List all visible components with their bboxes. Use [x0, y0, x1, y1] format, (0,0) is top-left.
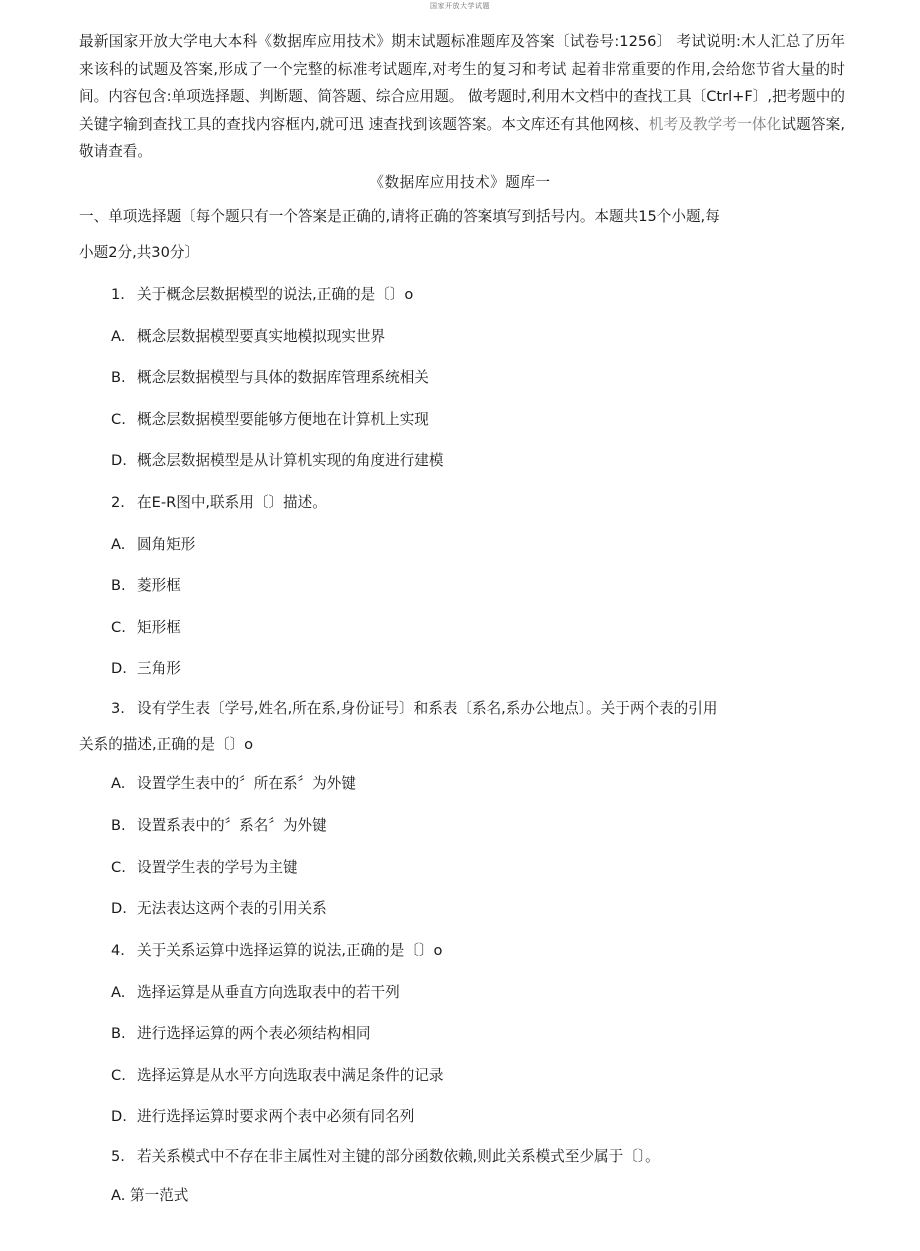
intro-text-part2: 机考及教学考一体化 — [648, 115, 782, 133]
option-key: A. — [111, 536, 126, 553]
page-header-note: 国家开放大学试题 — [430, 2, 490, 10]
question-number: 1. — [111, 286, 125, 303]
option-text: 第一范式 — [130, 1187, 189, 1204]
option-text: 进行选择运算的两个表必须结构相同 — [137, 1025, 371, 1042]
option-4d — [111, 1107, 414, 1127]
option-key: B. — [111, 577, 126, 594]
option-key: C. — [111, 859, 126, 876]
option-key: B. — [111, 369, 126, 386]
option-4a — [111, 983, 400, 1003]
option-text: 选择运算是从水平方向选取表中满足条件的记录 — [137, 1067, 444, 1084]
question-3 — [111, 699, 717, 719]
option-4c — [111, 1066, 443, 1086]
question-number: 4. — [111, 942, 125, 959]
option-key: B. — [111, 817, 126, 834]
option-1a — [111, 327, 385, 347]
option-1b — [111, 368, 429, 388]
option-key: C. — [111, 619, 126, 636]
section-title: 《数据库应用技术》题库一 — [369, 174, 551, 191]
question-5 — [111, 1147, 660, 1167]
option-text: 三角形 — [137, 660, 181, 677]
option-key: D. — [111, 660, 127, 677]
option-text: 圆角矩形 — [137, 536, 196, 553]
option-text: 概念层数据模型要能够方便地在计算机上实现 — [137, 411, 429, 428]
option-5a — [111, 1186, 188, 1206]
question-2 — [111, 493, 327, 513]
question-text: 在E-R图中,联系用〔〕描述。 — [137, 494, 327, 511]
part-heading-line2: 小题2分,共30分〕 — [79, 244, 200, 261]
question-number: 5. — [111, 1148, 125, 1165]
option-text: 设置学生表中的〞所在系〞为外键 — [137, 775, 356, 792]
option-3c — [111, 858, 298, 878]
option-text: 设置系表中的〞系名〞为外键 — [137, 817, 327, 834]
option-key: D. — [111, 900, 127, 917]
option-key: A. — [111, 1187, 126, 1204]
option-key: C. — [111, 411, 126, 428]
option-4b — [111, 1024, 371, 1044]
option-2c — [111, 618, 181, 638]
option-text: 进行选择运算时要求两个表中必须有同名列 — [137, 1108, 415, 1125]
option-2b — [111, 576, 181, 596]
question-number: 2. — [111, 494, 125, 511]
question-text: 设有学生表〔学号,姓名,所在系,身份证号〕和系表〔系名,系办公地点〕。关于两个表的引用 — [137, 700, 718, 717]
intro-paragraph — [79, 28, 845, 166]
option-2d — [111, 659, 181, 679]
option-key: D. — [111, 452, 127, 469]
option-key: C. — [111, 1067, 126, 1084]
question-number: 3. — [111, 700, 125, 717]
option-1c — [111, 410, 429, 430]
option-key: A. — [111, 328, 126, 345]
question-text: 关于关系运算中选择运算的说法,正确的是〔〕o — [137, 942, 443, 959]
option-text: 概念层数据模型与具体的数据库管理系统相关 — [137, 369, 429, 386]
intro-text-part3: 试题答案,敬请查看。 — [79, 115, 845, 161]
question-4 — [111, 941, 442, 961]
option-key: B. — [111, 1025, 126, 1042]
option-1d — [111, 451, 443, 471]
question-1 — [111, 285, 413, 305]
option-text: 概念层数据模型要真实地模拟现实世界 — [137, 328, 386, 345]
option-text: 选择运算是从垂直方向选取表中的若干列 — [137, 984, 400, 1001]
option-3a — [111, 774, 356, 794]
option-text: 无法表达这两个表的引用关系 — [137, 900, 327, 917]
question-text: 若关系模式中不存在非主属性对主键的部分函数依赖,则此关系模式至少属于〔〕。 — [137, 1148, 660, 1165]
option-2a — [111, 535, 195, 555]
option-text: 设置学生表的学号为主键 — [137, 859, 298, 876]
option-key: D. — [111, 1108, 127, 1125]
option-text: 菱形框 — [137, 577, 181, 594]
option-3d — [111, 899, 327, 919]
option-key: A. — [111, 775, 126, 792]
option-text: 概念层数据模型是从计算机实现的角度进行建模 — [137, 452, 444, 469]
option-key: A. — [111, 984, 126, 1001]
option-3b — [111, 816, 327, 836]
intro-text-part1: 最新国家开放大学电大本科《数据库应用技术》期末试题标准题库及答案〔试卷号:1256〕 考试说明:木人汇总了历年来该科的试题及答案,形成了一个完整的标准考试题库,对考生的复习和考试 起着非常重要的作用,会给您节省大量的时间。内容包含:单项选择题、判断题、简答题、综合应用题。 做考题时,利用木文档中的查找工具〔Ctrl+F〕,把考题中的关键字输到查找工具的查找内容框内,就可迅 速查找到该题答案。本文库还有其他网核、 — [79, 33, 845, 133]
question-3-continued: 关系的描述,正确的是〔〕o — [79, 736, 254, 753]
option-text: 矩形框 — [137, 619, 181, 636]
question-text: 关于概念层数据模型的说法,正确的是〔〕o — [137, 286, 414, 303]
part-heading-line1: 一、单项选择题〔每个题只有一个答案是正确的,请将正确的答案填写到括号内。本题共15个小题,每 — [79, 208, 720, 225]
